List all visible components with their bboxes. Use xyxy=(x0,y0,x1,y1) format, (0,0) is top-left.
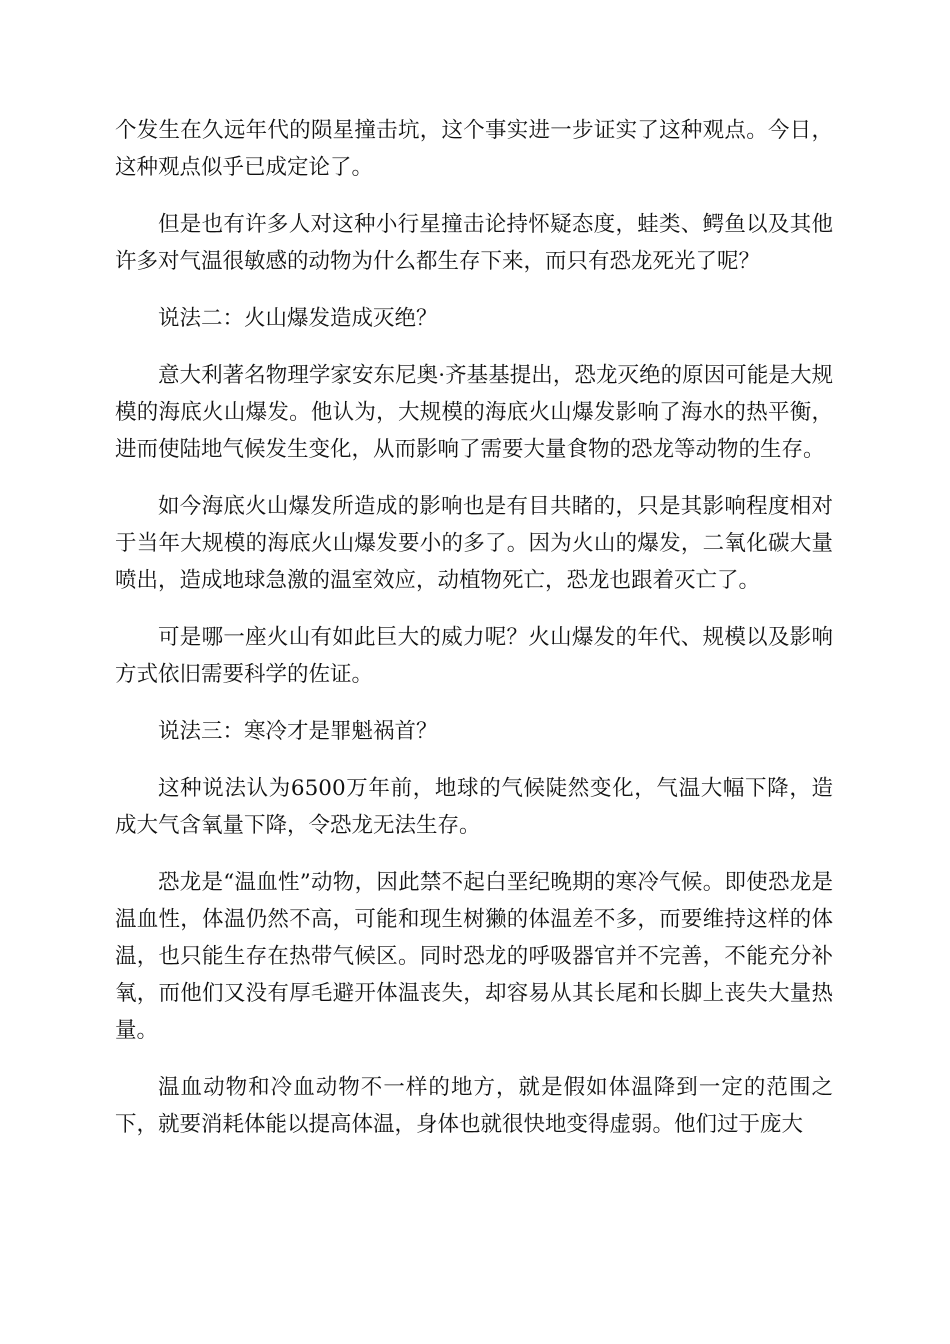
paragraph-doubt: 但是也有许多人对这种小行星撞击论持怀疑态度，蛙类、鳄鱼以及其他许多对气温很敏感的动物为什么都生存下来，而只有恐龙死光了呢？ xyxy=(115,212,833,274)
paragraph-cold-theory: 这种说法认为6500万年前，地球的气候陡然变化，气温大幅下降，造成大气含氧量下降，令恐龙无法生存。 xyxy=(115,776,833,838)
document-body xyxy=(115,112,833,1163)
paragraph-continuation: 个发生在久远年代的陨星撞击坑，这个事实进一步证实了这种观点。今日，这种观点似乎已成定论了。 xyxy=(115,118,833,180)
paragraph-warm-blooded: 恐龙是“温血性”动物，因此禁不起白垩纪晚期的寒冷气候。即使恐龙是温血性，体温仍然不高，可能和现生树獭的体温差不多，而要维持这样的体温，也只能生存在热带气候区。同时恐龙的呼吸器官并不完善，不能充分补氧，而他们又没有厚毛避开体温丧失，却容易从其长尾和长脚上丧失大量热量。 xyxy=(115,870,833,1043)
section-heading-theory-three: 说法三：寒冷才是罪魁祸首？ xyxy=(158,719,438,744)
paragraph-volcano-impact: 如今海底火山爆发所造成的影响也是有目共睹的，只是其影响程度相对于当年大规模的海底火山爆发要小的多了。因为火山的爆发，二氧化碳大量喷出，造成地球急激的温室效应，动植物死亡，恐龙也跟着灭亡了。 xyxy=(115,494,833,593)
section-heading-theory-two: 说法二：火山爆发造成灭绝？ xyxy=(158,306,438,331)
paragraph-warm-vs-cold: 温血动物和冷血动物不一样的地方，就是假如体温降到一定的范围之下，就要消耗体能以提高体温，身体也就很快地变得虚弱。他们过于庞大 xyxy=(115,1075,833,1137)
paragraph-volcano-question: 可是哪一座火山有如此巨大的威力呢？火山爆发的年代、规模以及影响方式依旧需要科学的佐证。 xyxy=(115,625,833,687)
paragraph-volcano-theory: 意大利著名物理学家安东尼奥·齐基基提出，恐龙灭绝的原因可能是大规模的海底火山爆发。他认为，大规模的海底火山爆发影响了海水的热平衡，进而使陆地气候发生变化，从而影响了需要大量食物的恐龙等动物的生存。 xyxy=(115,363,833,462)
